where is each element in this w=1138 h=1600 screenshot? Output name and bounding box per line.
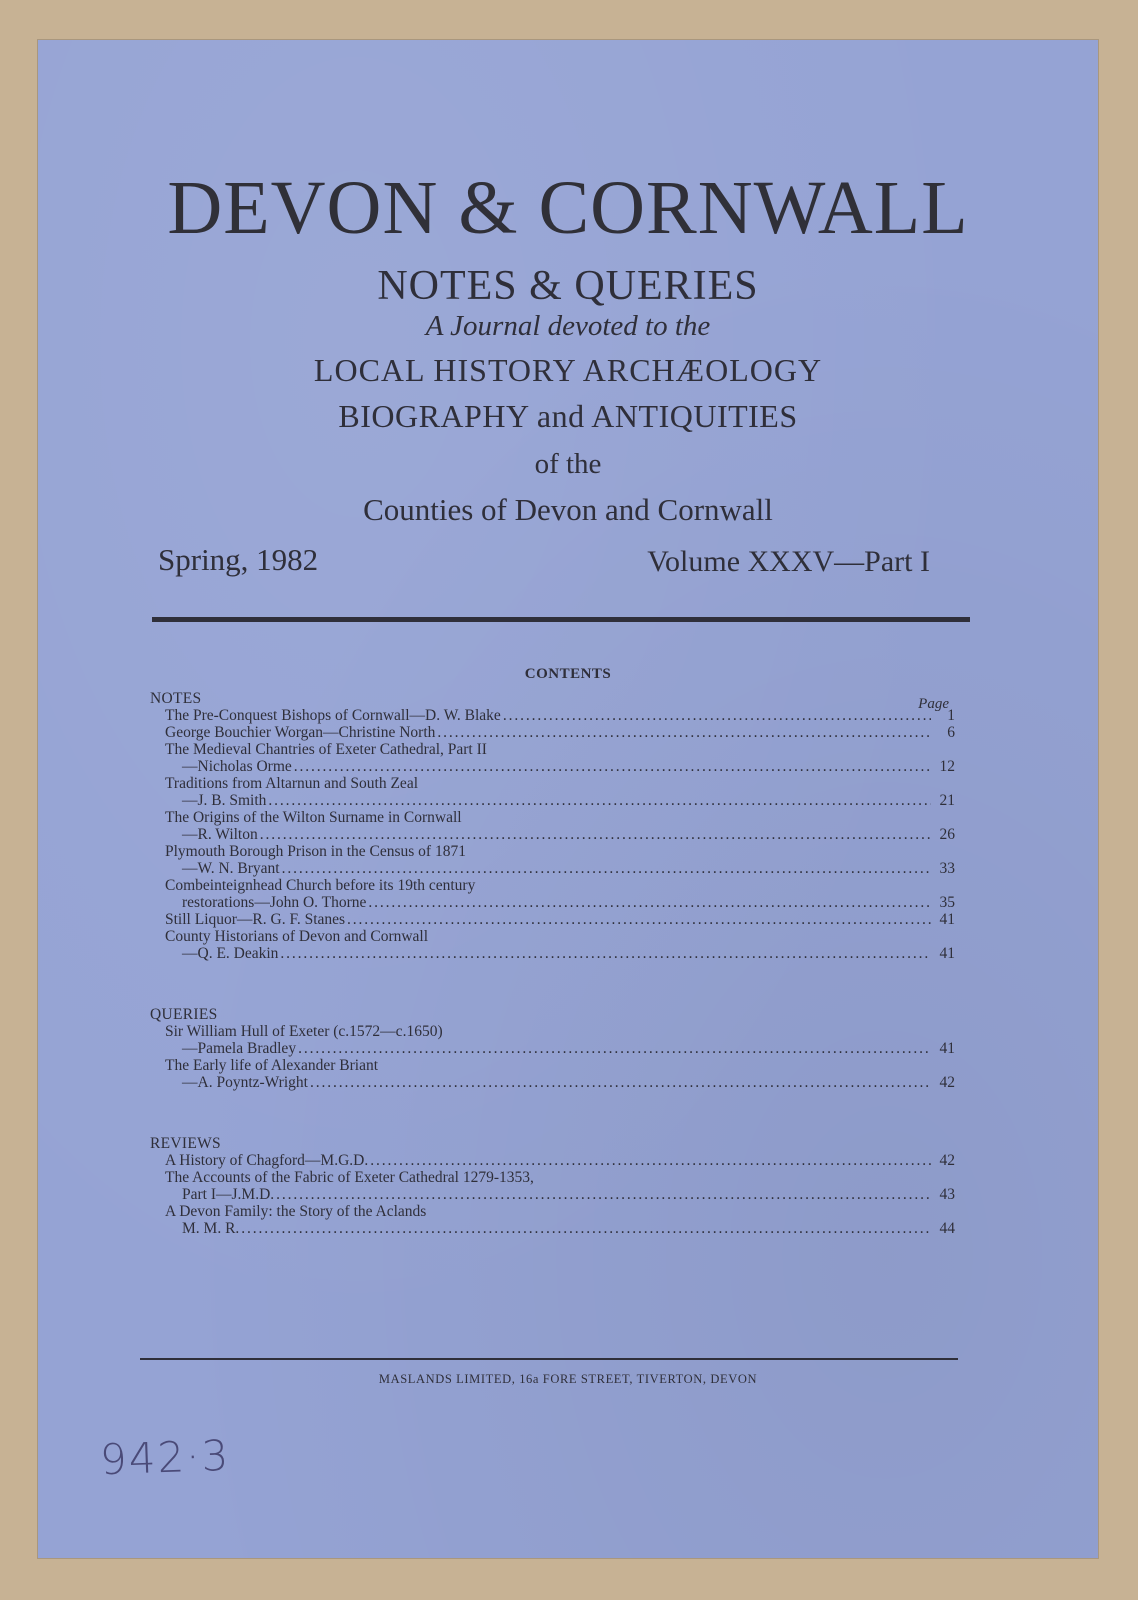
journal-topics-line1: LOCAL HISTORY ARCHÆOLOGY [313, 352, 823, 388]
leader-dots [366, 894, 931, 911]
issue-volume: Volume XXXV—Part I [647, 545, 930, 578]
section-queries [150, 1006, 955, 1091]
toc-entry-author: restorations—John O. Thorne [182, 894, 367, 911]
toc-entry-page: 35 [939, 894, 955, 911]
toc-entry-page: 6 [947, 724, 955, 741]
journal-title: DEVON & CORNWALL [167, 166, 969, 250]
page-column-label: Page [918, 696, 949, 712]
toc-entry-title: Still Liquor—R. G. F. Stanes [165, 911, 346, 928]
contents-heading: CONTENTS [524, 666, 612, 682]
leader-dots [274, 1186, 931, 1203]
toc-entry [165, 707, 955, 724]
toc-entry-page: 42 [939, 1152, 955, 1169]
leader-dots [435, 724, 931, 741]
toc-entry-author: —Q. E. Deakin [182, 945, 279, 962]
toc-entry-author: —R. Wilton [182, 826, 258, 843]
toc-entry [165, 724, 955, 741]
handwritten-shelfmark: 942·3 [99, 1430, 232, 1485]
toc-entry-page: 1 [947, 707, 955, 724]
toc-entry-title: The Accounts of the Fabric of Exeter Cathedral 1279-1353, [165, 1169, 534, 1186]
journal-topics-line2: BIOGRAPHY and ANTIQUITIES [338, 398, 798, 434]
toc-entry-title: Traditions from Altarnun and South Zeal [165, 775, 419, 792]
leader-dots [345, 911, 931, 928]
toc-entry-title: Combeinteignhead Church before its 19th century [165, 877, 476, 894]
queries-entries [150, 1023, 955, 1091]
toc-entry-page: 43 [939, 1186, 955, 1203]
reviews-entries [150, 1152, 955, 1237]
toc-entry-page: 44 [939, 1220, 955, 1237]
toc-entry [165, 1169, 955, 1203]
toc-entry [165, 928, 955, 962]
toc-entry-author: —J. B. Smith [182, 792, 267, 809]
toc-entry [165, 877, 955, 911]
toc-entry-title: A Devon Family: the Story of the Aclands [165, 1203, 427, 1220]
toc-entry-author: M. M. R. [182, 1220, 240, 1237]
toc-entry-title: County Historians of Devon and Cornwall [165, 928, 429, 945]
toc-entry-title: The Pre-Conquest Bishops of Cornwall—D. W. Blake [165, 707, 501, 724]
journal-subtitle: NOTES & QUERIES [377, 263, 759, 309]
toc-entry [165, 741, 955, 775]
leader-dots [239, 1220, 931, 1237]
section-reviews [150, 1135, 955, 1237]
section-heading: QUERIES [150, 1006, 218, 1023]
toc-entry [165, 1057, 955, 1091]
toc-entry-page: 26 [939, 826, 955, 843]
toc-entry-author: —W. N. Bryant [182, 860, 280, 877]
toc-entry-title: A History of Chagford—M.G.D. [165, 1152, 369, 1169]
toc-entry-author: —Nicholas Orme [182, 758, 292, 775]
toc-entry-page: 41 [939, 945, 955, 962]
section-heading: NOTES [150, 690, 202, 707]
journal-topics-line4: Counties of Devon and Cornwall [363, 492, 773, 527]
toc-entry-title: Sir William Hull of Exeter (c.1572—c.1650) [165, 1023, 443, 1040]
toc-entry-page: 41 [939, 1040, 955, 1057]
toc-entry-page: 41 [939, 911, 955, 928]
toc-entry-title: The Medieval Chantries of Exeter Cathedral, Part II [165, 741, 487, 758]
leader-dots [292, 758, 931, 775]
toc-entry [165, 1152, 955, 1169]
toc-entry-page: 42 [939, 1074, 955, 1091]
toc-entry-page: 33 [939, 860, 955, 877]
leader-dots [266, 792, 931, 809]
divider-rule [152, 617, 970, 622]
toc-entry-title: The Origins of the Wilton Surname in Cornwall [165, 809, 462, 826]
leader-dots [258, 826, 931, 843]
leader-dots [278, 945, 931, 962]
issue-season: Spring, 1982 [158, 542, 319, 577]
leader-dots [501, 707, 931, 724]
section-notes [150, 690, 955, 962]
journal-topics-line3: of the [534, 448, 602, 480]
toc-entry-title: George Bouchier Worgan—Christine North [165, 724, 436, 741]
toc-entry-title: The Early life of Alexander Briant [165, 1057, 379, 1074]
toc-entry [165, 1203, 955, 1237]
toc-entry-author: Part I—J.M.D. [182, 1186, 275, 1203]
toc-entry-author: —Pamela Bradley [182, 1040, 297, 1057]
toc-entry [165, 911, 955, 928]
leader-dots [296, 1040, 931, 1057]
toc-entry [165, 843, 955, 877]
printer-imprint: MASLANDS LIMITED, 16a FORE STREET, TIVERTON, DEVON [378, 1372, 758, 1386]
toc-entry-author: —A. Poyntz-Wright [182, 1074, 308, 1091]
toc-entry [165, 1023, 955, 1057]
toc-entry-page: 21 [939, 792, 955, 809]
toc-entry [165, 809, 955, 843]
toc-entry-page: 12 [939, 758, 955, 775]
toc-entry-title: Plymouth Borough Prison in the Census of 1871 [165, 843, 466, 860]
notes-entries [150, 707, 955, 962]
leader-dots [308, 1074, 931, 1091]
leader-dots [368, 1152, 931, 1169]
leader-dots [280, 860, 931, 877]
toc-entry [165, 775, 955, 809]
section-heading: REVIEWS [150, 1135, 221, 1152]
journal-cover [38, 40, 1098, 1558]
journal-tagline: A Journal devoted to the [425, 310, 711, 342]
footer-rule [140, 1358, 958, 1360]
table-of-contents [150, 690, 955, 1237]
